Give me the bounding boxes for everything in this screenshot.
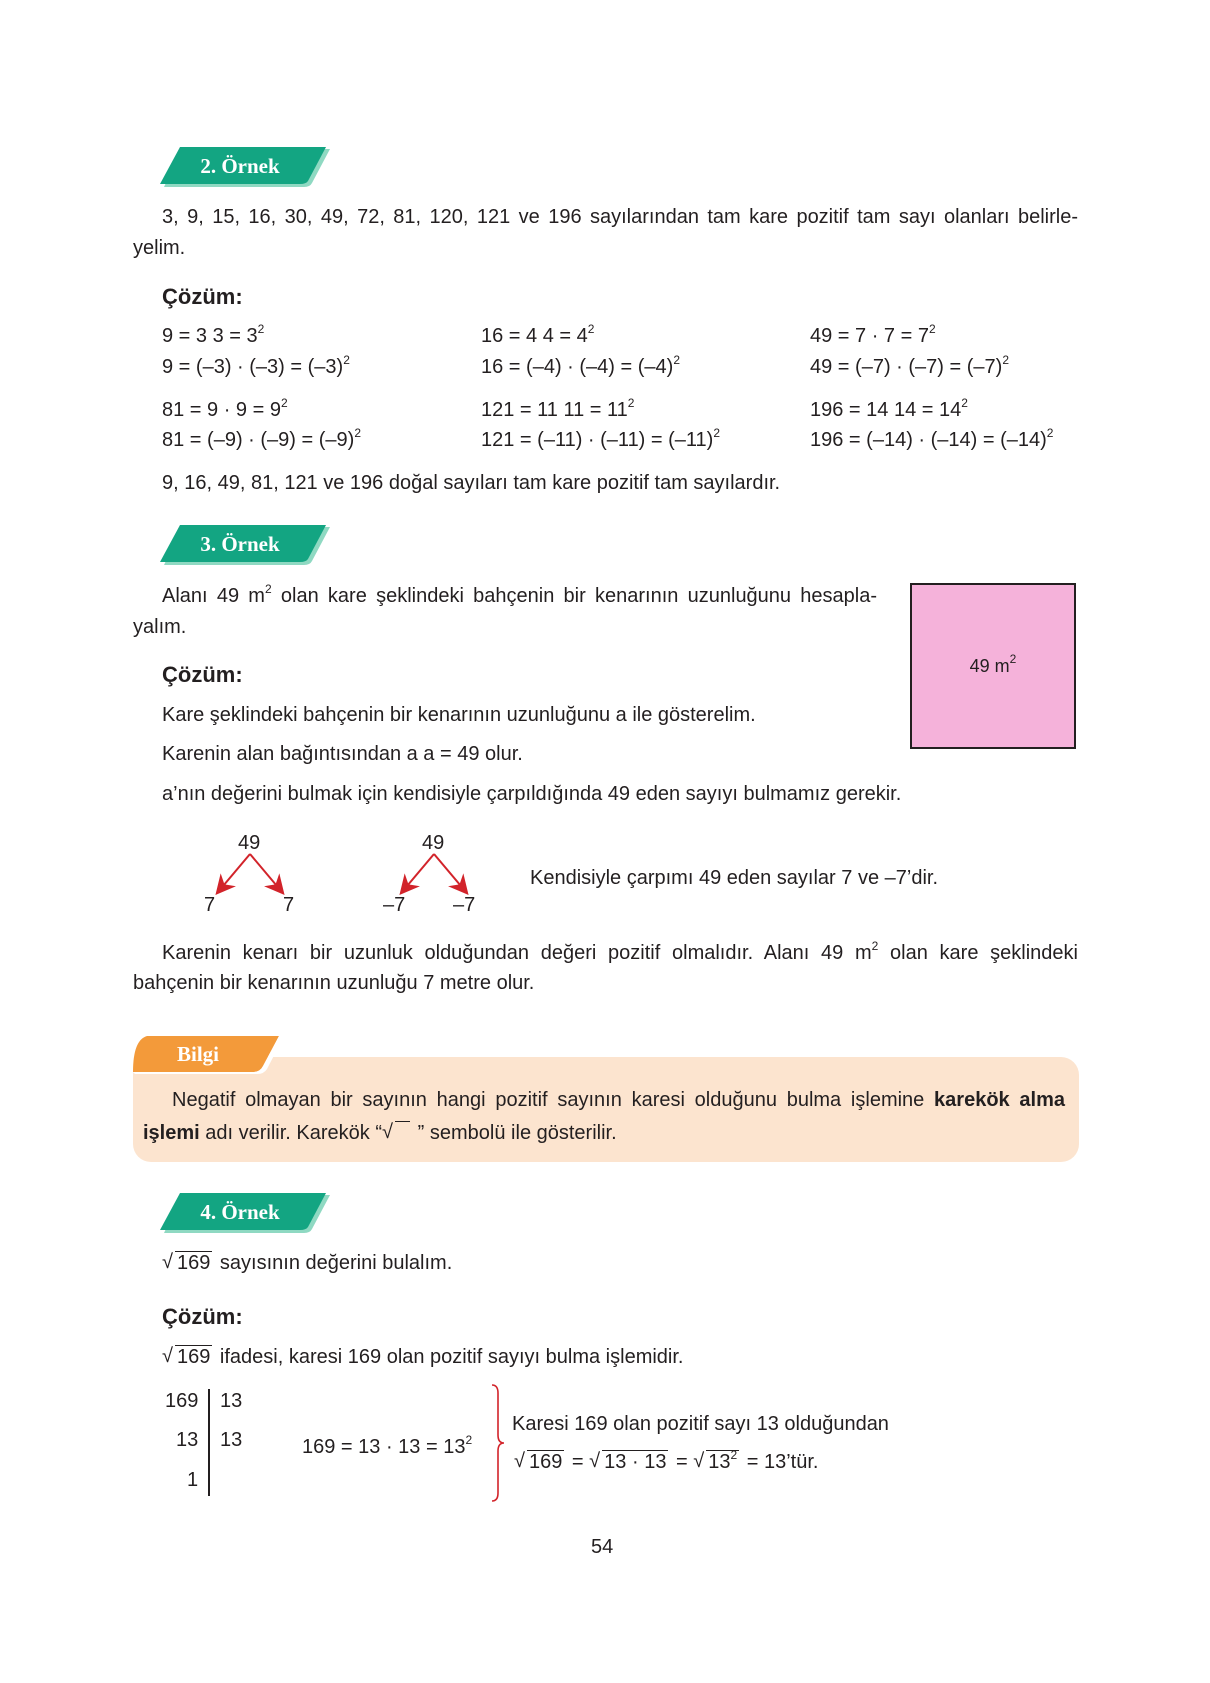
division-left-1: 13 [176,1429,199,1451]
right-brace-icon [488,1383,508,1503]
example-4-problem: √ 169 sayısının değerini bulalım. [162,1251,452,1275]
ex2-r4c1: $81 = (-9) \cdot (-9) = (-9)^2$ [162,426,361,451]
example-4-solution-heading: Çözüm: [162,1304,243,1329]
example-3-conclusion-line1: Karenin kenarı bir uzunluk olduğundan değeri pozitif olmalıdır. Alanı 49 $m^2$ olan kare şeklindeki [162,939,1078,964]
tree2-top: 49 [422,832,445,854]
ex2-r3c3: 196 = 14 $14 = 14^2$ [810,396,968,421]
example-3-solution-heading: Çözüm: [162,662,243,687]
example-2-solution-heading: Çözüm: [162,284,243,309]
ex2-r2c1: $9 = (-3) \cdot (-3) = (-3)^2$ [162,353,350,378]
ex2-r4c3: $196 = (-14) \cdot (-14) = (-14)^2$ [810,426,1054,451]
example-2-conclusion: 9, 16, 49, 81, 121 ve 196 doğal sayıları tam kare pozitif tam sayılardır. [162,472,781,494]
tree2-right: –7 [453,894,476,916]
ex2-r1c2: 16 = 4 $4 = 4^2$ [481,322,595,347]
page-number: 54 [591,1536,614,1558]
example-3-problem-line1: Alanı 49 $m^2$ olan kare şeklindeki bahçenin bir kenarının uzunluğunu hesapla- [162,582,878,607]
sqrt-icon: √ $13^2$ [693,1450,739,1474]
brace-text: Karesi 169 olan pozitif sayı 13 olduğundan [512,1413,889,1435]
example-3-problem-line2: yalım. [133,616,187,638]
tree2-left: –7 [383,894,406,916]
tree-note: Kendisiyle çarpımı 49 eden sayılar 7 ve –7’dir. [530,867,938,889]
ex2-r3c1: $81 = 9 \cdot 9 = 9^2$ [162,396,288,421]
tree1-left: 7 [204,894,216,916]
garden-square-figure [910,583,1076,749]
division-right-0: 13 [220,1390,243,1412]
example-2-badge [160,147,330,185]
example-4-equation: $169 = 13 \cdot 13 = 13^2$ [302,1433,473,1458]
sqrt-icon: √ 169 [162,1345,212,1369]
example-3-badge [160,525,330,563]
ex2-r1c3: $49 = 7 \cdot 7 = 7^2$ [810,322,936,347]
ex2-r2c3: $49 = (-7) \cdot (-7) = (-7)^2$ [810,353,1009,378]
example-3-line2: Karenin alan bağıntısından a a = 49 olur. [162,743,523,765]
example-4-title: 4. Örnek [200,1200,280,1224]
tree1-top: 49 [238,832,261,854]
example-3-conclusion-line2: bahçenin bir kenarının uzunluğu 7 metre olur. [133,972,535,994]
garden-area-label: 49 $m^2$ [969,652,1017,676]
info-line2: işlemi adı verilir. Karekök “√ ” sembolü ile gösterilir. [143,1121,617,1145]
ex2-r1c1: 9 = 3 $3 = 3^2$ [162,322,265,347]
sqrt-icon: √ 169 [514,1450,564,1474]
example-4-result: √ 169 = √ 13 · 13 = √ $13^2$ = 13’tür. [514,1450,818,1474]
example-3-line1: Kare şeklindeki bahçenin bir kenarının uzunluğunu a ile gösterelim. [162,704,756,726]
sqrt-icon: √ 13 · 13 [589,1450,668,1474]
example-2-title: 2. Örnek [200,154,280,178]
tree1-right: 7 [283,894,295,916]
info-line1: Negatif olmayan bir sayının hangi pozitif sayının karesi olduğunu bulma işlemine karekök alma [172,1089,1065,1111]
sqrt-symbol-icon [382,1121,410,1145]
example-2-problem-line1: 3, 9, 15, 16, 30, 49, 72, 81, 120, 121 ve 196 sayılarından tam kare pozitif tam sayı olanları belirle- [162,206,1078,228]
info-badge [133,1036,283,1074]
division-right-1: 13 [220,1429,243,1451]
info-title: Bilgi [176,1042,219,1066]
sqrt-icon: √ 169 [162,1251,212,1275]
division-divider [208,1389,210,1496]
example-3-line3: a’nın değerini bulmak için kendisiyle çarpıldığında 49 eden sayıyı bulmamız gerekir. [162,783,902,805]
division-left-0: 169 [165,1390,199,1412]
example-3-title: 3. Örnek [200,532,280,556]
ex2-r3c2: 121 = 11 $11 = 11^2$ [481,396,635,421]
example-2-problem-line2: yelim. [133,237,186,259]
division-left-2: 1 [187,1469,199,1491]
ex2-r4c2: $121 = (-11) \cdot (-11) = (-11)^2$ [481,426,721,451]
ex2-r2c2: $16 = (-4) \cdot (-4) = (-4)^2$ [481,353,680,378]
example-4-line1: √ 169 ifadesi, karesi 169 olan pozitif sayıyı bulma işlemidir. [162,1345,683,1369]
example-4-badge [160,1193,330,1231]
